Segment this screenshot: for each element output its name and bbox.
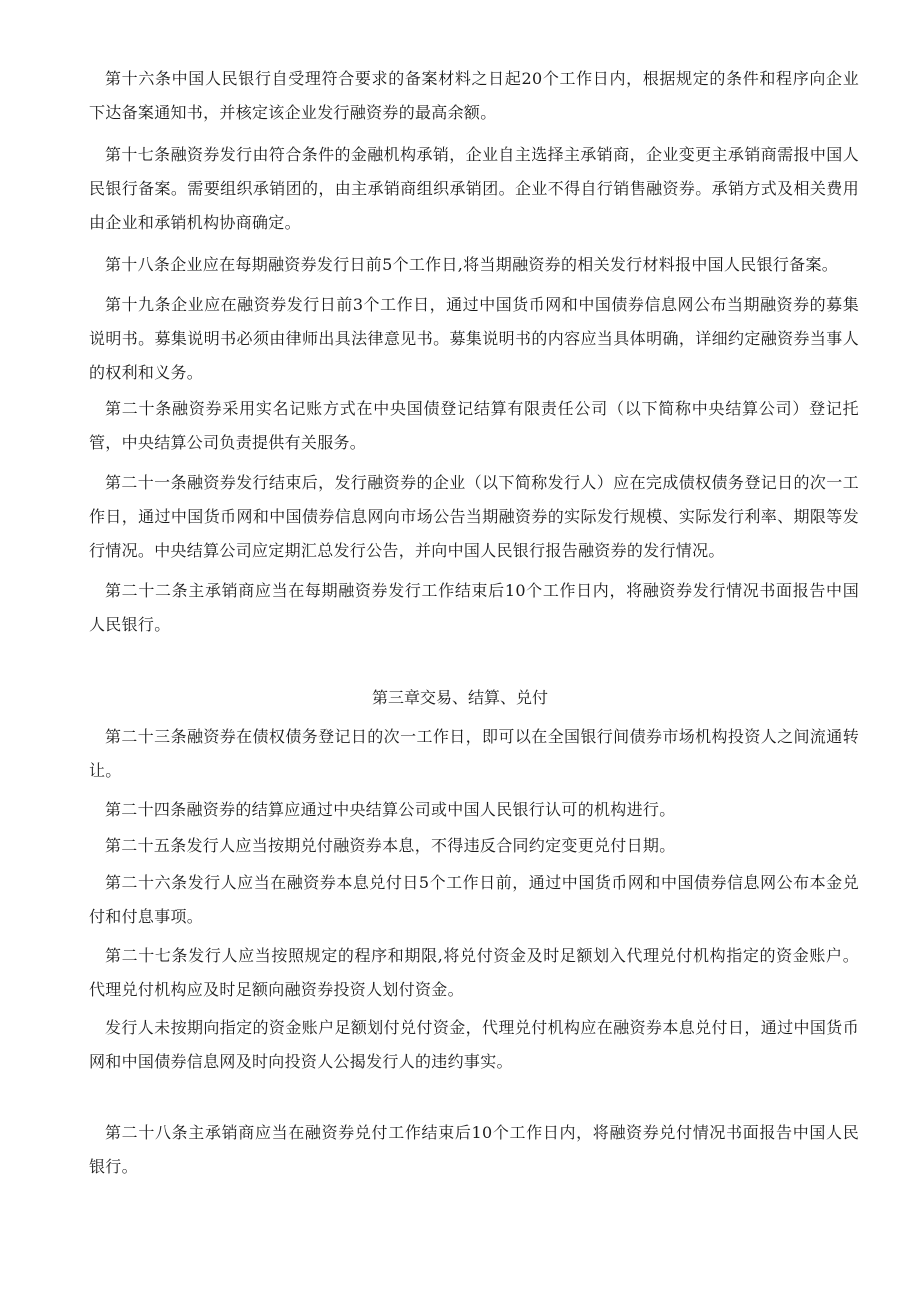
- article-23: 第二十三条融资券在债权债务登记日的次一工作日，即可以在全国银行间债券市场机构投资人之间流通转让。: [89, 727, 859, 780]
- article-19: 第十九条企业应在融资券发行日前3个工作日，通过中国货币网和中国债券信息网公布当期融资券的募集说明书。募集说明书必须由律师出具法律意见书。募集说明书的内容应当具体明确，详细约定融资券当事人的权利和义务。: [89, 295, 859, 382]
- chapter-heading: 第三章交易、结算、兑付: [371, 688, 548, 707]
- article-27-default-clause: 发行人未按期向指定的资金账户足额划付兑付资金，代理兑付机构应在融资券本息兑付日，通过中国货币网和中国债券信息网及时向投资人公揭发行人的违约事实。: [89, 1018, 859, 1071]
- article-25: 第二十五条发行人应当按期兑付融资券本息，不得违反合同约定变更兑付日期。: [105, 836, 676, 855]
- article-16: 第十六条中国人民银行自受理符合要求的备案材料之日起20个工作日内，根据规定的条件和程序向企业下达备案通知书，并核定该企业发行融资券的最高余额。: [89, 69, 859, 122]
- article-18: 第十八条企业应在每期融资券发行日前5个工作日,将当期融资券的相关发行材料报中国人民银行备案。: [105, 255, 839, 274]
- article-28: 第二十八条主承销商应当在融资券兑付工作结束后10个工作日内，将融资券兑付情况书面报告中国人民银行。: [89, 1123, 859, 1176]
- article-26: 第二十六条发行人应当在融资券本息兑付日5个工作日前，通过中国货币网和中国债券信息网公布本金兑付和付息事项。: [89, 873, 859, 926]
- article-27: 第二十七条发行人应当按照规定的程序和期限,将兑付资金及时足额划入代理兑付机构指定的资金账户。代理兑付机构应及时足额向融资券投资人划付资金。: [89, 946, 859, 999]
- article-21: 第二十一条融资券发行结束后，发行融资券的企业（以下简称发行人）应在完成债权债务登记日的次一工作日，通过中国货币网和中国债券信息网向市场公告当期融资券的实际发行规模、实际发行利率、期限等发行情况。中央结算公司应定期汇总发行公告，并向中国人民银行报告融资券的发行情况。: [89, 473, 859, 560]
- article-22: 第二十二条主承销商应当在每期融资券发行工作结束后10个工作日内，将融资券发行情况书面报告中国人民银行。: [89, 581, 859, 634]
- article-20: 第二十条融资券采用实名记账方式在中央国债登记结算有限责任公司（以下简称中央结算公司）登记托管，中央结算公司负责提供有关服务。: [89, 399, 859, 452]
- article-17: 第十七条融资券发行由符合条件的金融机构承销，企业自主选择主承销商，企业变更主承销商需报中国人民银行备案。需要组织承销团的，由主承销商组织承销团。企业不得自行销售融资券。承销方式及相关费用由企业和承销机构协商确定。: [89, 145, 859, 232]
- article-24: 第二十四条融资券的结算应通过中央结算公司或中国人民银行认可的机构进行。: [105, 800, 676, 819]
